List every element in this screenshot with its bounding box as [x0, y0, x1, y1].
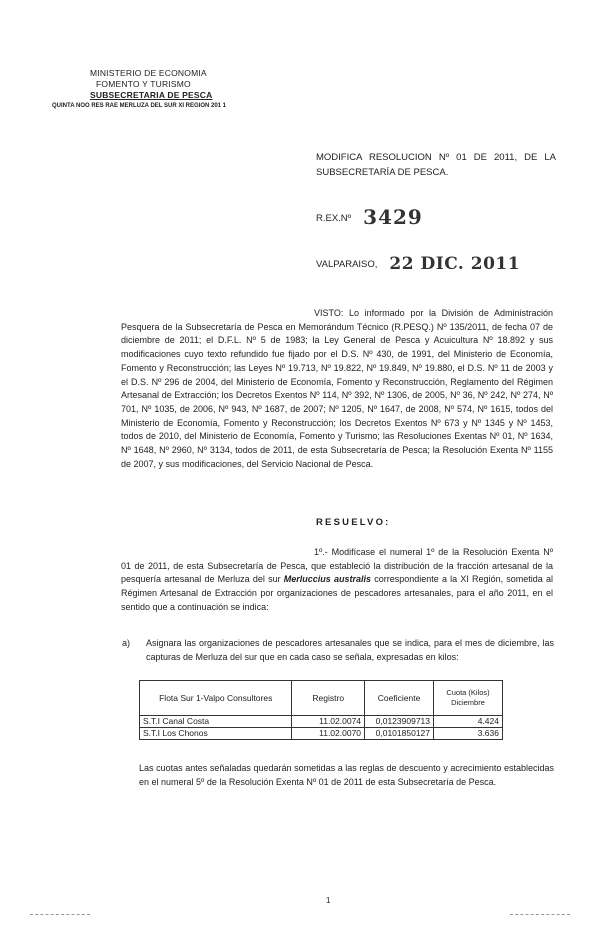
- cell-registry: 11.02.0074: [292, 716, 365, 728]
- date-line: [316, 254, 520, 274]
- article-1-text-after: correspondiente a la XI Región, sometida al Régimen Artesanal de Extracción por organizaciones de pescadores artesanales, para el año 2011, en el sentido que a continuación se indica:: [121, 574, 553, 612]
- header-quota: Cuota (Kilos) Diciembre: [434, 681, 503, 716]
- table-header-row: [140, 681, 503, 716]
- quota-table: [139, 680, 503, 740]
- undersecretariat-name: SUBSECRETARIA DE PESCA: [90, 90, 213, 100]
- resolution-number-line: [316, 205, 423, 229]
- item-a-label: a): [122, 638, 131, 648]
- table-row: [140, 728, 503, 740]
- cell-organization: S.T.I Los Chonos: [140, 728, 292, 740]
- item-a-text: Asignara las organizaciones de pescadores artesanales que se indica, para el mes de diciembre, las capturas de Merluza del sur que en cada caso se señala, expresadas en kilos:: [146, 638, 554, 662]
- letterhead: [52, 68, 300, 112]
- ministry-subtitle: FOMENTO Y TURISMO: [96, 79, 191, 89]
- header-registry: Registro: [292, 681, 365, 716]
- cell-organization: S.T.I Canal Costa: [140, 716, 292, 728]
- item-a-paragraph: [122, 637, 554, 664]
- table-row: [140, 716, 503, 728]
- article-1-text-before: 1º.- Modifícase el numeral 1º de la Resolución Exenta Nº 01 de 2011, de esta Subsecretaría de Pesca, que estableció la distribución de la fracción artesanal de la pesquería artesanal de Merluza del sur: [121, 547, 553, 585]
- cell-quota: 3.636: [434, 728, 503, 740]
- resolution-label: R.EX.Nº: [316, 213, 352, 224]
- ministry-name: MINISTERIO DE ECONOMIA: [90, 68, 207, 78]
- header-coefficient: Coeficiente: [365, 681, 434, 716]
- document-title: MODIFICA RESOLUCION Nº 01 DE 2011, DE LA SUBSECRETARÍA DE PESCA.: [316, 152, 556, 178]
- date-place: VALPARAISO,: [316, 259, 378, 270]
- file-reference: QUINTA NOO RES RAE MERLUZA DEL SUR XI REGION 201 1: [52, 103, 227, 109]
- page-number: 1: [326, 896, 331, 905]
- scan-edge-mark-right: [510, 914, 570, 915]
- closing-paragraph: Las cuotas antes señaladas quedarán sometidas a las reglas de descuento y acrecimiento establecidas en el numeral 5º de la Resolución Exenta Nº 01 de 2011 de esta Subsecretaría de Pesca.: [139, 763, 554, 787]
- article-1-paragraph: [121, 546, 553, 615]
- cell-quota: 4.424: [434, 716, 503, 728]
- cell-registry: 11.02.0070: [292, 728, 365, 740]
- visto-paragraph: VISTO: Lo informado por la División de Administración Pesquera de la Subsecretaría de Pesca en Memorándum Técnico (R.PESQ.) Nº 135/2011, de fecha 07 de diciembre de 2011; el D.F.L. Nº 5 de 1983; la Ley General de Pesca y Acuicultura Nº 18.892 y sus modificaciones cuyo texto refundido fue fijado por el D.S. Nº 430, de 1991, del Ministerio de Economía, Fomento y Reconstrucción; las Leyes Nº 19.713, Nº 19.822, Nº 19.849, Nº 19.880, el D.S. Nº 11 de 2003 y el D.S. Nº 296 de 2004, del Ministerio de Economía, Fomento y Reconstrucción, Reglamento del Régimen Artesanal de Extracción; los Decretos Exentos Nº 114, Nº 392, Nº 1306, de 2005, Nº 36, Nº 242, Nº 274, Nº 701, Nº 1035, de 2006, Nº 943, Nº 1687, de 2007; Nº 1205, Nº 1647, de 2008, Nº 574, Nº 1615, todos del Ministerio de Economía, Fomento y Reconstrucción; los Decretos Exentos Nº 673 y Nº 1345 y Nº 1453, todos de 2010, del Ministerio de Economía, Fomento y Turismo; las Resoluciones Exentas Nº 01, Nº 1634, Nº 1648, Nº 2960, Nº 3134, todos de 2011, de esta Subsecretaría de Pesca; la Resolución Exenta Nº 1155 de 2007, y sus modificaciones, del Servicio Nacional de Pesca.: [121, 308, 553, 469]
- resuelvo-heading: RESUELVO:: [316, 517, 391, 528]
- cell-coefficient: 0,0123909713: [365, 716, 434, 728]
- header-fleet: Flota Sur 1-Valpo Consultores: [140, 681, 292, 716]
- species-name: Merluccius australis: [283, 574, 372, 585]
- resolution-number: 3429: [363, 205, 423, 229]
- date-stamp: 22 DIC. 2011: [389, 254, 521, 274]
- cell-coefficient: 0,0101850127: [365, 728, 434, 740]
- scan-edge-mark-left: [30, 914, 90, 915]
